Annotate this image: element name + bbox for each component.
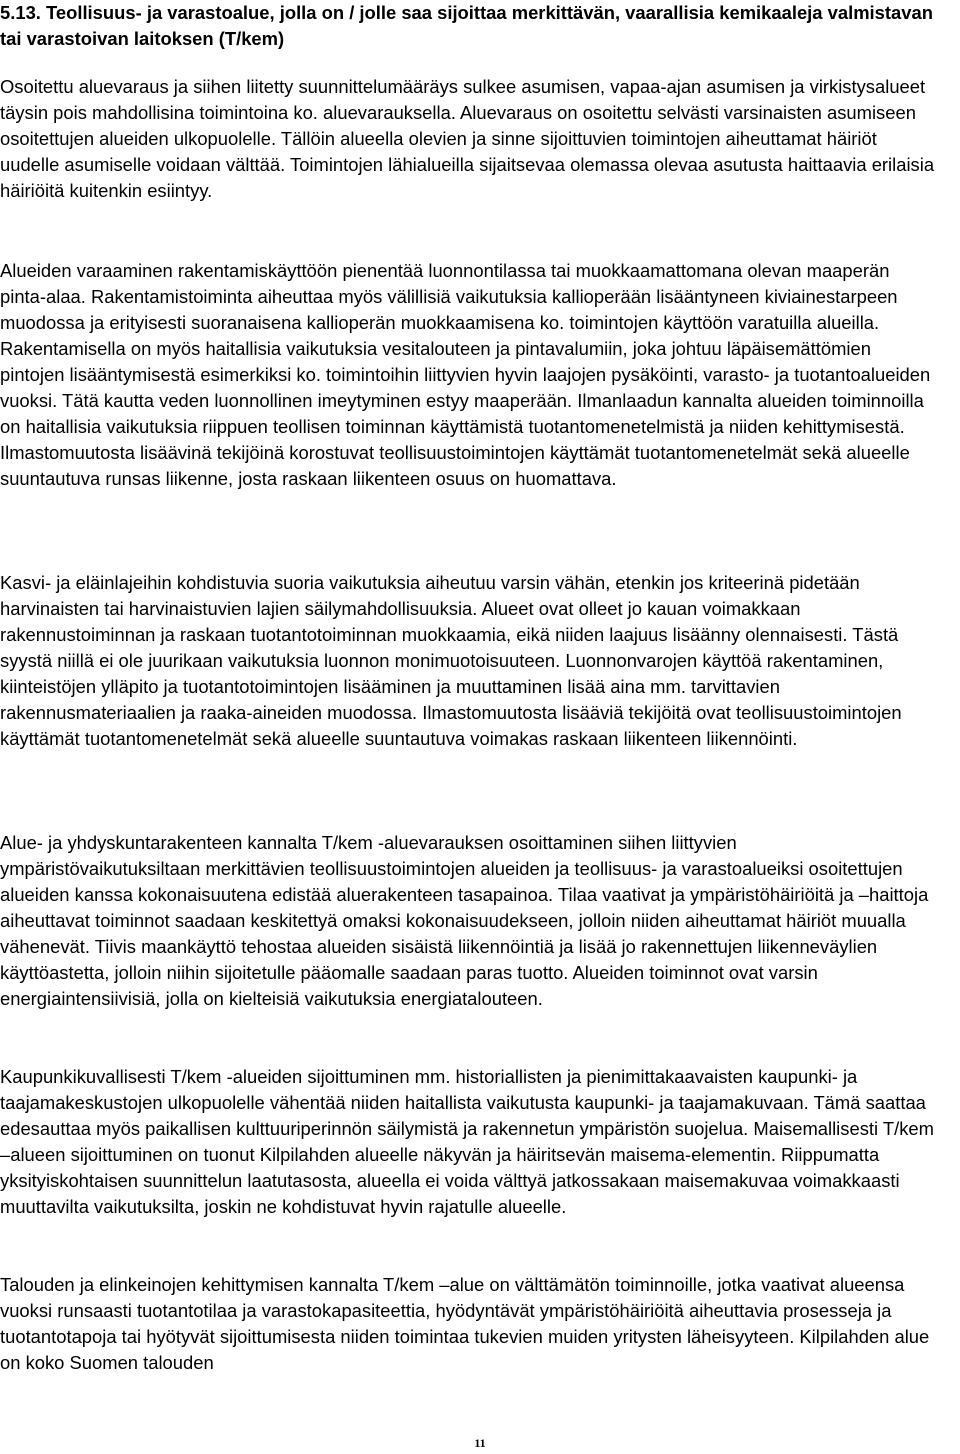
paragraph-townscape-landscape: Kaupunkikuvallisesti T/kem -alueiden sijoittuminen mm. historiallisten ja pienimittakaavaisten kaupunki- ja taajamakeskustojen ulkopuolelle vähentää niiden haitallista vaikutusta kaupunki- ja taajamakuvaan. Tämä saattaa edesauttaa myös paikallisen kulttuuriperinnön säilymistä ja rakennetun ympäristön suojelua. Maisemallisesti T/kem –alueen sijoittuminen on tuonut Kilpilahden alueelle näkyvän ja häiritsevän maisema-elementin. Riippumatta yksityiskohtaisen suunnittelun laatutasosta, alueella ei voida välttyä jatkossakaan maisemakuvaa voimakkaasti muuttavilta vaikutuksilta, joskin ne kohdistuvat hyvin rajatulle alueelle.	[0, 1066, 934, 1217]
paragraph-economy-livelihoods: Talouden ja elinkeinojen kehittymisen kannalta T/kem –alue on välttämätön toiminnoille, jotka vaativat alueensa vuoksi runsaasti tuotantotilaa ja varastokapasiteettia, hyödyntävät ympäristöhäiriöitä aiheuttavia prosesseja ja tuotantotapoja tai hyötyvät sijoittumisesta niiden toimintaa tukevien muiden yritysten läheisyyteen. Kilpilahden alue on koko Suomen talouden	[0, 1274, 930, 1373]
paragraph-regional-structure: Alue- ja yhdyskuntarakenteen kannalta T/kem -aluevarauksen osoittaminen siihen liittyvien ympäristövaikutuksiltaan merkittävien teollisuustoimintojen alueiden ja teollisuus- ja varastoalueiksi osoitettujen alueiden kanssa kokonaisuutena edistää aluerakenteen tasapainoa. Tilaa vaativat ja ympäristöhäiriöitä ja –haittoja aiheuttavat toiminnot saadaan keskitettyä omaksi kokonaisuudekseen, jolloin niiden aiheuttamat häiriöt muualla vähenevät. Tiivis maankäyttö tehostaa alueiden sisäistä liikennöintiä ja lisää jo rakennettujen liikenneväylien käyttöastetta, jolloin niihin sijoitetulle pääomalle saadaan paras tuotto. Alueiden toiminnot ovat varsin energiaintensiivisiä, jolla on kielteisiä vaikutuksia energiatalouteen.	[0, 832, 929, 1009]
paragraph-soil-and-water-impacts: Alueiden varaaminen rakentamiskäyttöön pienentää luonnontilassa tai muokkaamattomana olevan maaperän pinta-alaa. Rakentamistoiminta aiheuttaa myös välillisiä vaikutuksia kallioperään lisääntyneen kiviainestarpeen muodossa ja erityisesti suoranaisena kallioperän muokkaamisena ko. toimintojen käyttöön varatuilla alueilla. Rakentamisella on myös haitallisia vaikutuksia vesitalouteen ja pintavalumiin, joka johtuu läpäisemättömien pintojen lisääntymisestä esimerkiksi ko. toimintoihin liittyvien hyvin laajojen pysäköinti, varasto- ja tuotantoalueiden vuoksi. Tätä kautta veden luonnollinen imeytyminen estyy maaperään. Ilmanlaadun kannalta alueiden toiminnoilla on haitallisia vaikutuksia riippuen teollisen toiminnan käyttämistä tuotantomenetelmistä ja niiden kehittymisestä. Ilmastomuutosta lisäävinä tekijöinä korostuvat teollisuustoimintojen käyttämät tuotantomenetelmät sekä alueelle suuntautuva runsas liikenne, josta raskaan liikenteen osuus on huomattava.	[0, 260, 931, 489]
section-heading: 5.13. Teollisuus- ja varastoalue, jolla on / jolle saa sijoittaa merkittävän, vaarallisia kemikaaleja valmistavan tai varastoivan laitoksen (T/kem)	[0, 2, 933, 49]
paragraph-land-use-restrictions: Osoitettu aluevaraus ja siihen liitetty suunnittelumääräys sulkee asumisen, vapaa-ajan asumisen ja virkistysalueet täysin pois mahdollisina toimintoina ko. aluevarauksella. Aluevaraus on osoitettu selvästi varsinaisten asumiseen osoitettujen alueiden ulkopuolelle. Tällöin alueella olevien ja sinne sijoittuvien toimintojen aiheuttamat häiriöt uudelle asumiselle voidaan välttää. Toimintojen lähialueilla sijaitsevaa olemassa olevaa asutusta haittaavia erilaisia häiriöitä kuitenkin esiintyy.	[0, 76, 935, 201]
paragraph-flora-fauna-impacts: Kasvi- ja eläinlajeihin kohdistuvia suoria vaikutuksia aiheutuu varsin vähän, etenkin jos kriteerinä pidetään harvinaisten tai harvinaistuvien lajien säilymahdollisuuksia. Alueet ovat olleet jo kauan voimakkaan rakennustoiminnan ja raskaan tuotantotoiminnan muokkaamia, eikä niiden laajuus lisäänny olennaisesti. Tästä syystä niillä ei ole juurikaan vaikutuksia luonnon monimuotoisuuteen. Luonnonvarojen käyttöä rakentaminen, kiinteistöjen ylläpito ja tuotantotoimintojen lisääminen ja muuttaminen lisää aina mm. tarvittavien rakennusmateriaalien ja raaka-aineiden muodossa. Ilmastomuutosta lisääviä tekijöitä ovat teollisuustoimintojen käyttämät tuotantomenetelmät sekä alueelle suuntautuva voimakas raskaan liikenteen liikennöinti.	[0, 572, 902, 749]
page-number: 11	[474, 1436, 486, 1450]
